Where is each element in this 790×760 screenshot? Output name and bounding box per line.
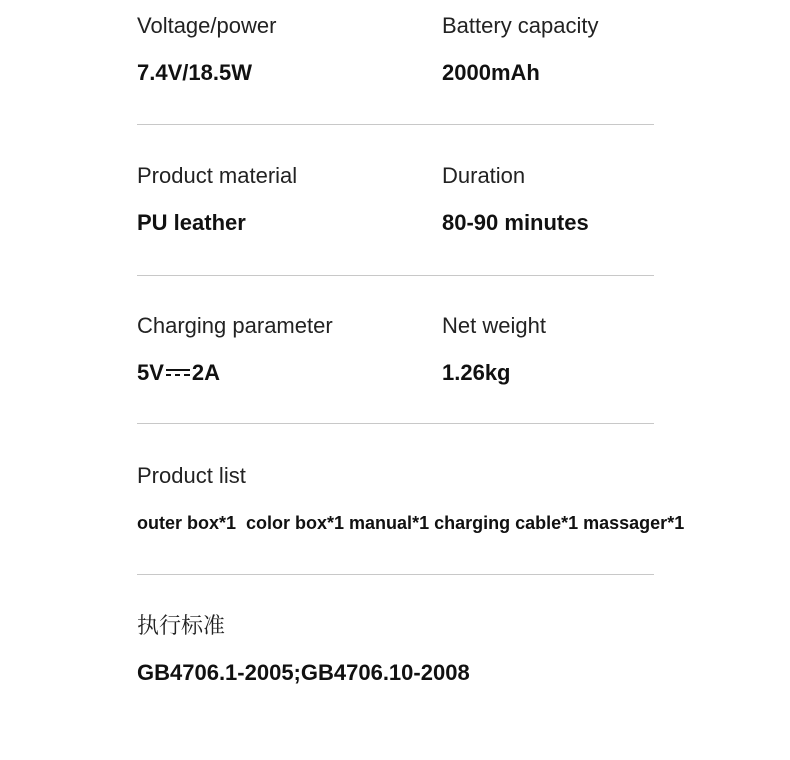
weight-value: 1.26kg	[442, 360, 511, 385]
weight-cell	[442, 313, 654, 386]
dc-current-icon	[166, 368, 190, 378]
duration-cell	[442, 163, 654, 236]
spec-row-standard	[137, 613, 654, 686]
product-list-value: outer box*1 color box*1 manual*1 charging cable*1 massager*1	[137, 513, 685, 533]
spec-row-voltage-battery	[137, 13, 654, 86]
duration-label: Duration	[442, 163, 526, 188]
divider	[137, 574, 654, 575]
divider	[137, 275, 654, 276]
charging-voltage: 5V	[137, 360, 164, 385]
voltage-cell	[137, 13, 442, 86]
weight-label: Net weight	[442, 313, 546, 338]
spec-row-product-list	[137, 463, 757, 536]
spec-row-material-duration	[137, 163, 654, 236]
voltage-label: Voltage/power	[137, 13, 277, 38]
charging-value	[137, 360, 442, 386]
divider	[137, 423, 654, 424]
duration-value: 80-90 minutes	[442, 210, 589, 235]
standard-value: GB4706.1-2005;GB4706.10-2008	[137, 660, 470, 685]
voltage-value: 7.4V/18.5W	[137, 60, 252, 85]
material-value: PU leather	[137, 210, 246, 235]
product-list-label: Product list	[137, 463, 246, 488]
battery-label: Battery capacity	[442, 13, 599, 38]
spec-row-charging-weight	[137, 313, 654, 386]
charging-cell	[137, 313, 442, 386]
charging-label: Charging parameter	[137, 313, 333, 338]
charging-current: 2A	[191, 360, 221, 385]
battery-cell	[442, 13, 654, 86]
material-cell	[137, 163, 442, 236]
divider	[137, 124, 654, 125]
standard-label: 执行标准	[137, 613, 226, 638]
battery-value: 2000mAh	[442, 60, 540, 85]
material-label: Product material	[137, 163, 298, 188]
